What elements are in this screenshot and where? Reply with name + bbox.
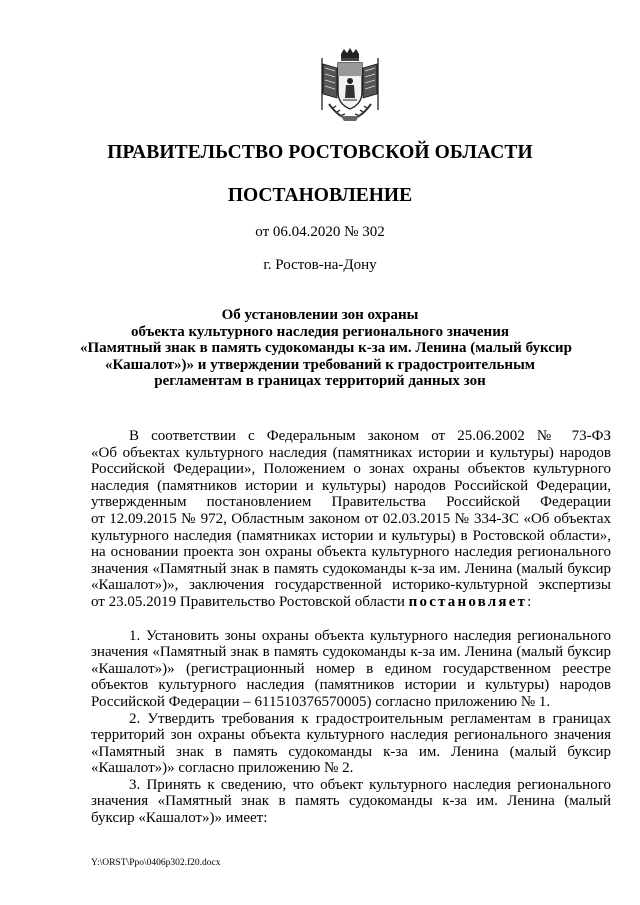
footer-file-path: Y:\ORST\Ppo\0406p302.f20.docx (91, 858, 221, 868)
decree-colon: : (527, 593, 532, 610)
text-line: 1. Установить зоны охраны объекта культурного наследия регионального (129, 627, 611, 644)
text-line: В соответствии с Федеральным законом от 25.06.2002 № 73-ФЗ (129, 428, 611, 444)
subject-line: «Кашалот»)» и утверждении требований к градостроительным (105, 356, 535, 373)
item-3-paragraph (91, 777, 611, 827)
text-line: значения «Памятный знак в память судокоманды к-за им. Ленина (малый (91, 793, 611, 810)
item-2-paragraph (91, 711, 611, 777)
text-line: Российской Федерации», Положением о зонах охраны объектов культурного (91, 461, 611, 478)
decree-word: постановляет (408, 593, 528, 610)
document-type-heading: ПОСТАНОВЛЕНИЕ (227, 185, 413, 206)
text-line: «Кашалот»)» согласно приложению № 2. (91, 760, 354, 777)
text-line-decree (91, 594, 611, 611)
text-line: утвержденным постановлением Правительства Российской Федерации (91, 494, 611, 511)
text-line: на основании проекта зон охраны объекта культурного наследия регионального (91, 544, 611, 561)
text-line: «Кашалот»)», заключения государственной историко-культурной экспертизы (91, 577, 611, 594)
rostov-oblast-coat-of-arms-icon (319, 48, 381, 122)
subject-line: объекта культурного наследия регионального значения (131, 323, 509, 340)
text-line: Российской Федерации – 611510376570005) согласно приложению № 1. (91, 693, 551, 710)
text-line: значения «Памятный знак в память судокоманды к-за им. Ленина (малый буксир (91, 644, 611, 661)
item-1-paragraph (91, 628, 611, 711)
document-subject-title (80, 307, 572, 390)
text-line: буксир «Кашалот»)» имеет: (91, 810, 268, 827)
preamble-paragraph (91, 428, 611, 611)
text-line: культурного наследия (памятниках истории и культуры) в Ростовской области», (91, 527, 611, 544)
preamble-closing-text: от 23.05.2019 Правительство Ростовской области (91, 593, 409, 610)
text-line: «Памятный знак в память судокоманды к-за им. Ленина (малый буксир (91, 743, 611, 760)
subject-line: Об установлении зон охраны (221, 307, 419, 323)
document-date-number: от 06.04.2020 № 302 (255, 224, 385, 240)
text-line: от 12.09.2015 № 972, Областным законом от 02.03.2015 № 334-ЗС «Об объектах (91, 510, 611, 527)
text-line: значения «Памятный знак в память судокоманды к-за им. Ленина (малый буксир (91, 560, 611, 577)
text-line: 3. Принять к сведению, что объект культурного наследия регионального (129, 776, 611, 793)
subject-line: «Памятный знак в память судокоманды к-за им. Ленина (малый буксир (80, 340, 572, 357)
text-line: территорий зон охраны объекта культурного наследия регионального значения (91, 727, 611, 744)
subject-line: регламентам в границах территорий данных зон (154, 373, 486, 390)
document-city: г. Ростов-на-Дону (263, 257, 377, 273)
document-body (91, 428, 611, 827)
text-line: наследия (памятников истории и культуры) народов Российской Федерации, (91, 477, 611, 494)
text-line: объектов культурного наследия (памятников истории и культуры) народов (91, 677, 611, 694)
text-line: «Об объектах культурного наследия (памятниках истории и культуры) народов (91, 444, 611, 461)
text-line: «Кашалот»)» (регистрационный номер в едином государственном реестре (91, 660, 611, 677)
organization-title: ПРАВИТЕЛЬСТВО РОСТОВСКОЙ ОБЛАСТИ (107, 142, 533, 163)
text-line: 2. Утвердить требования к градостроительным регламентам в границах (129, 710, 611, 727)
